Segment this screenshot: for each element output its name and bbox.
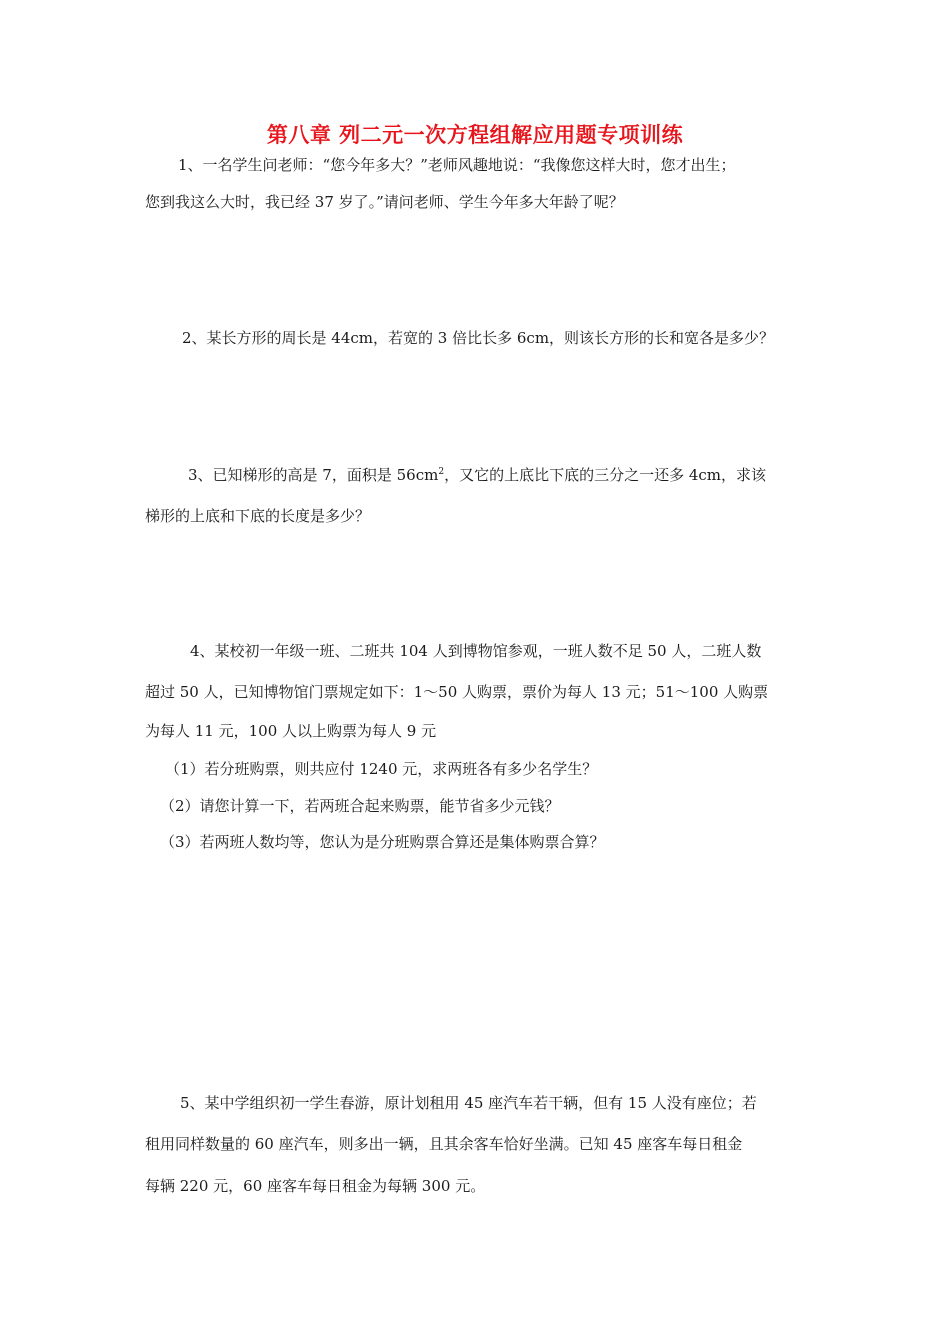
- q5-line-2: 租用同样数量的 60 座汽车，则多出一辆，且其余客车恰好坐满。已知 45 座客车每日租金: [145, 1135, 743, 1153]
- q4-line-3: 为每人 11 元，100 人以上购票为每人 9 元: [145, 722, 437, 740]
- q5-line-3: 每辆 220 元，60 座客车每日租金为每辆 300 元。: [145, 1177, 486, 1195]
- q4-subquestion-2: （2）请您计算一下，若两班合起来购票，能节省多少元钱？: [160, 797, 560, 815]
- q3-line-1-text-a: 3、已知梯形的高是 7，面积是 56cm: [188, 466, 439, 484]
- document-title: 第八章 列二元一次方程组解应用题专项训练: [266, 122, 684, 147]
- q4-line-2: 超过 50 人，已知博物馆门票规定如下：1～50 人购票，票价为每人 13 元；51～100 人购票: [145, 683, 769, 701]
- q2-line-1: 2、某长方形的周长是 44cm，若宽的 3 倍比长多 6cm，则该长方形的长和宽各是多少？: [182, 329, 775, 347]
- q3-line-1-text-b: ，又它的上底比下底的三分之一还多 4cm，求该: [444, 466, 767, 484]
- q5-line-1: 5、某中学组织初一学生春游，原计划租用 45 座汽车若干辆，但有 15 人没有座位；若: [180, 1094, 757, 1112]
- q4-subquestion-3: （3）若两班人数均等，您认为是分班购票合算还是集体购票合算？: [160, 833, 605, 851]
- q3-line-2: 梯形的上底和下底的长度是多少？: [145, 507, 371, 525]
- q4-line-1: 4、某校初一年级一班、二班共 104 人到博物馆参观，一班人数不足 50 人，二班人数: [190, 642, 762, 660]
- q4-subquestion-1: （1）若分班购票，则共应付 1240 元，求两班各有多少名学生？: [165, 760, 598, 778]
- q1-line-1: 1、一名学生问老师：“您今年多大？”老师风趣地说：“我像您这样大时，您才出生；: [178, 156, 736, 174]
- q3-line-1: [188, 464, 766, 486]
- q3-superscript: 2: [438, 467, 445, 477]
- q1-line-2: 您到我这么大时，我已经 37 岁了。”请问老师、学生今年多大年龄了呢？: [145, 193, 624, 211]
